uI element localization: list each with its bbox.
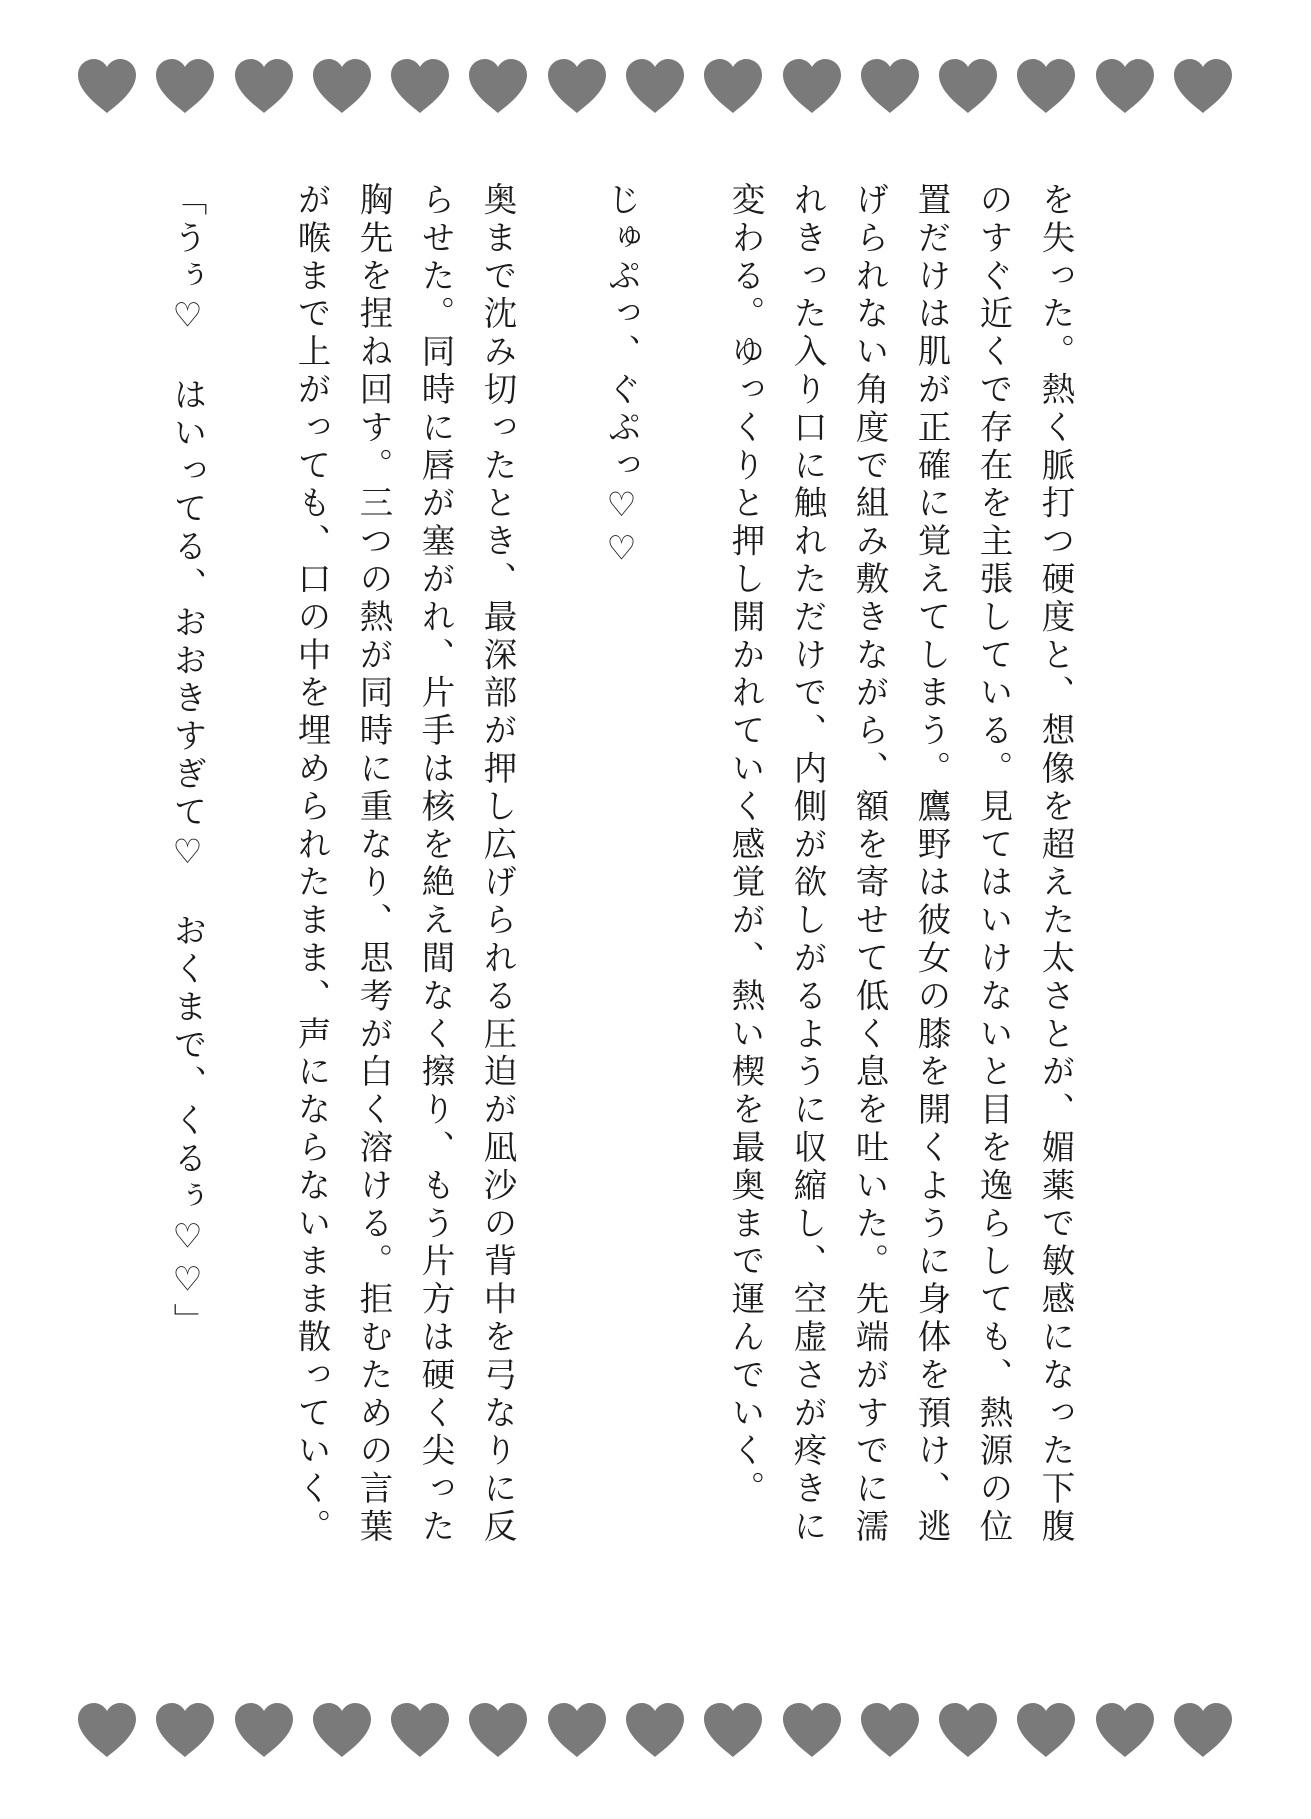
- heart-icon: [153, 57, 217, 115]
- heart-icon: [1171, 1701, 1235, 1759]
- heart-icon: [1093, 1701, 1157, 1759]
- heart-icon: [232, 1701, 296, 1759]
- blank-line: [218, 182, 280, 1582]
- heart-icon: [1093, 57, 1157, 115]
- heart-icon: [701, 1701, 765, 1759]
- heart-icon: [936, 57, 1000, 115]
- heart-icon: [623, 1701, 687, 1759]
- heart-icon: [466, 1701, 530, 1759]
- blank-line: [528, 182, 590, 1582]
- heart-icon: [1171, 57, 1235, 115]
- heart-icon: [153, 1701, 217, 1759]
- heart-icon: [780, 57, 844, 115]
- heart-icon: [310, 1701, 374, 1759]
- heart-icon: [936, 1701, 1000, 1759]
- heart-icon: [75, 1701, 139, 1759]
- heart-icon: [858, 1701, 922, 1759]
- heart-icon: [545, 57, 609, 115]
- heart-icon: [1014, 1701, 1078, 1759]
- paragraph-2: 奥まで沈み切ったとき、最深部が押し広げられる圧迫が凪沙の背中を弓なりに反らせた。同時に唇が塞がれ、片手は核を絶え間なく擦り、もう片方は硬く尖った胸先を捏ね回す。三つの熱が同時に重なり、思考が白く溶ける。拒むための言葉が喉まで上がっても、口の中を埋められたまま、声にならないまま散っていく。: [292, 182, 517, 1547]
- heart-border-top: [75, 54, 1235, 118]
- heart-icon: [545, 1701, 609, 1759]
- vertical-text-body: [156, 182, 1086, 1582]
- heart-icon: [1014, 57, 1078, 115]
- heart-icon: [310, 57, 374, 115]
- heart-icon: [388, 1701, 452, 1759]
- heart-icon: [232, 57, 296, 115]
- dialogue-line: 「うぅ♡ はいってる、おおきすぎて♡ おくまで、くるぅ♡♡」: [168, 182, 207, 1341]
- heart-icon: [858, 57, 922, 115]
- heart-icon: [466, 57, 530, 115]
- heart-icon: [780, 1701, 844, 1759]
- heart-icon: [701, 57, 765, 115]
- heart-border-bottom: [75, 1698, 1235, 1762]
- blank-line: [652, 182, 714, 1582]
- heart-icon: [75, 57, 139, 115]
- heart-icon: [388, 57, 452, 115]
- heart-icon: [623, 57, 687, 115]
- paragraph-sound-effect: じゅぷっ、ぐぷっ♡♡: [602, 182, 641, 572]
- paragraph-1: を失った。熱く脈打つ硬度と、想像を超えた太さとが、媚薬で敏感になった下腹のすぐ近くで存在を主張している。見てはいけないと目を逸らしても、熱源の位置だけは肌が正確に覚えてしまう。鷹野は彼女の膝を開くように身体を預け、逃げられない角度で組み敷きながら、額を寄せて低く息を吐いた。先端がすでに濡れきった入り口に触れただけで、内側が欲しがるように収縮し、空虚さが疼きに変わる。ゆっくりと押し開かれていく感覚が、熱い楔を最奥まで運んでいく。: [726, 182, 1075, 1547]
